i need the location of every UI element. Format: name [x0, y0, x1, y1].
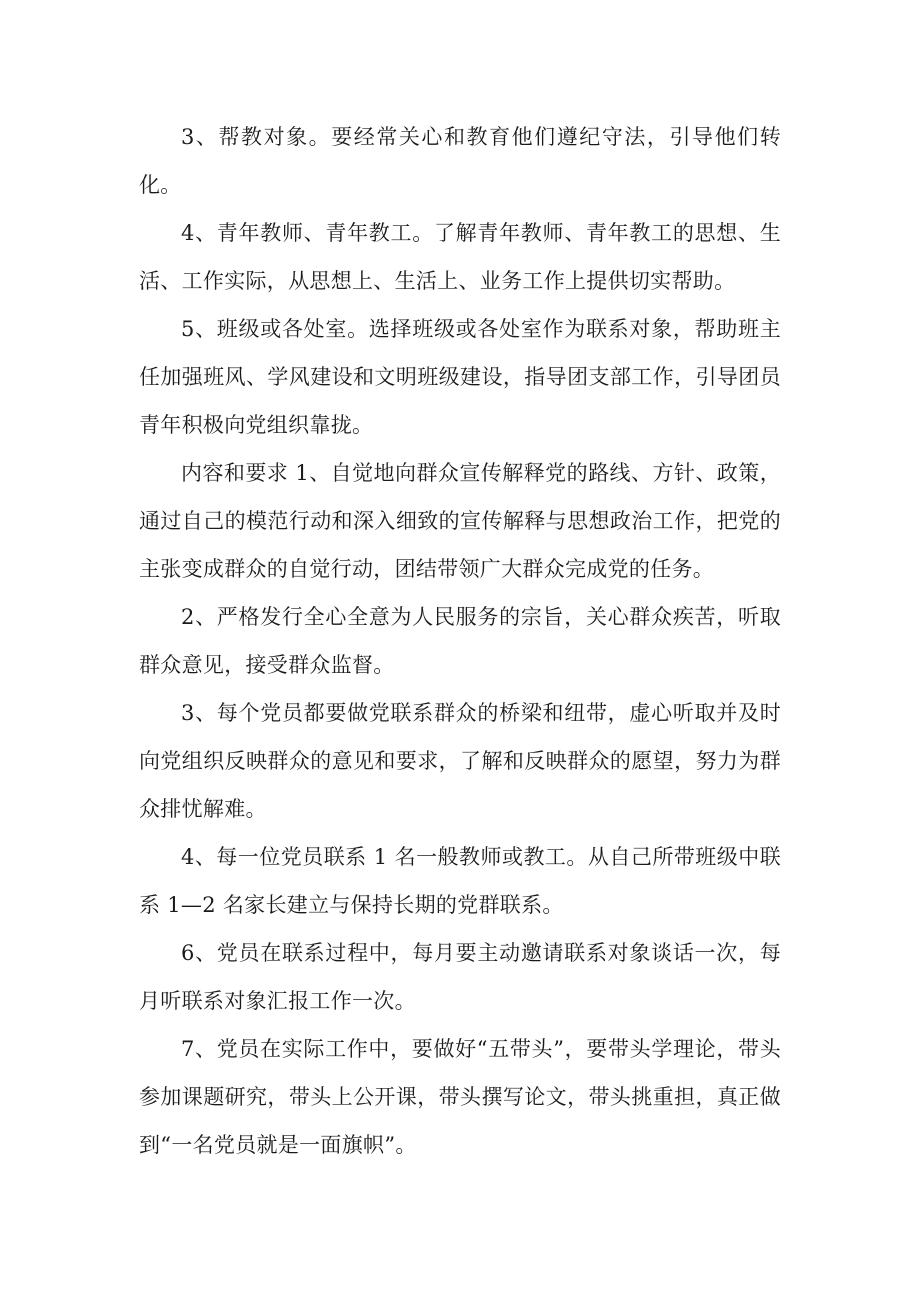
paragraph-5-classes-offices: 5、班级或各处室。选择班级或各处室作为联系对象，帮助班主任加强班风、学风建设和文明班级建设，指导团支部工作，引导团员青年积极向党组织靠拢。: [139, 317, 781, 437]
document-body: [139, 113, 781, 1169]
paragraph-content-requirements-1: 内容和要求 1、自觉地向群众宣传解释党的路线、方针、政策，通过自己的模范行动和深入细致的宣传解释与思想政治工作，把党的主张变成群众的自觉行动，团结带领广大群众完成党的任务。: [139, 461, 781, 581]
paragraph-3-assist-objects: 3、帮教对象。要经常关心和教育他们遵纪守法，引导他们转化。: [139, 125, 781, 197]
paragraph-requirement-4: 4、每一位党员联系 1 名一般教师或教工。从自己所带班级中联系 1—2 名家长建立与保持长期的党群联系。: [139, 845, 781, 917]
paragraph-requirement-3: 3、每个党员都要做党联系群众的桥梁和纽带，虚心听取并及时向党组织反映群众的意见和要求，了解和反映群众的愿望，努力为群众排忧解难。: [139, 701, 781, 821]
paragraph-requirement-7: 7、党员在实际工作中，要做好“五带头”，要带头学理论，带头参加课题研究，带头上公开课，带头撰写论文，带头挑重担，真正做到“一名党员就是一面旗帜”。: [139, 1037, 781, 1157]
paragraph-4-young-teachers: 4、青年教师、青年教工。了解青年教师、青年教工的思想、生活、工作实际，从思想上、生活上、业务工作上提供切实帮助。: [139, 221, 781, 293]
paragraph-requirement-2: 2、严格发行全心全意为人民服务的宗旨，关心群众疾苦，听取群众意见，接受群众监督。: [139, 605, 781, 677]
paragraph-requirement-6: 6、党员在联系过程中，每月要主动邀请联系对象谈话一次，每月听联系对象汇报工作一次。: [139, 941, 781, 1013]
